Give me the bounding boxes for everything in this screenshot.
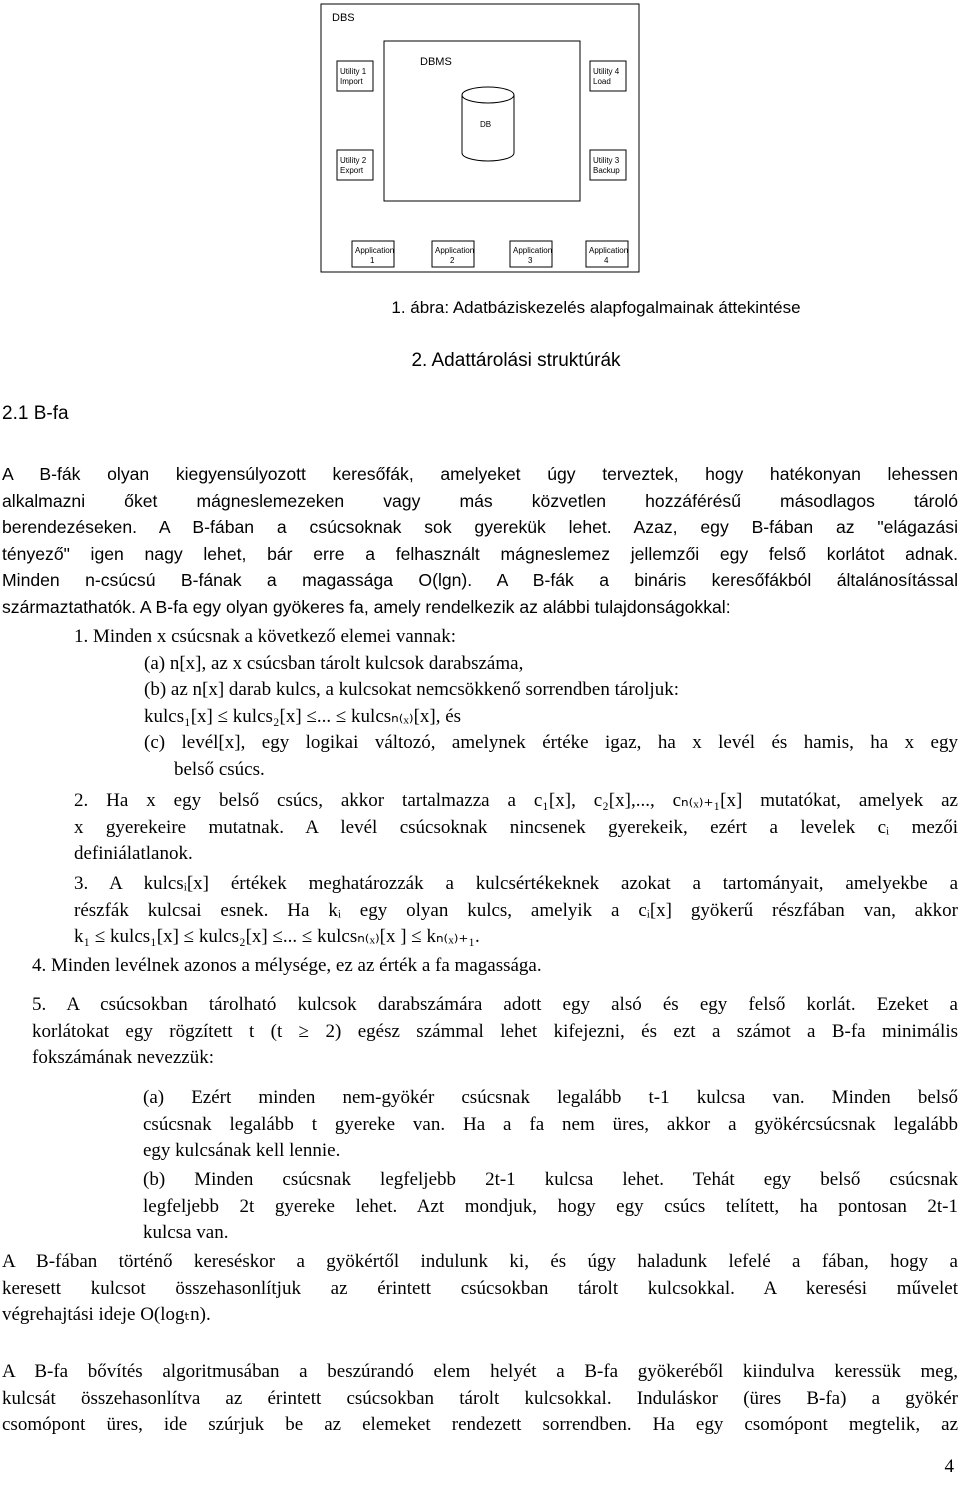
svg-text:Application: Application (355, 246, 395, 255)
application-3-box (510, 241, 552, 267)
text-line: A B-fa bővítés algoritmusában a beszúrandó elem helyét a B-fa gyökeréből kiindulva keressük meg, (2, 1361, 958, 1382)
text-line: egy kulcsának kell lennie. (143, 1140, 341, 1162)
search-paragraph (2, 1249, 958, 1329)
text-line: (a) n[x], az x csúcsban tárolt kulcsok darabszáma, (144, 652, 524, 674)
section-title: 2.1 B-fa (2, 403, 69, 424)
property-4 (32, 953, 958, 980)
text-line: tényező" igen nagy lehet, bár erre a felhasznált mágneslemez jellemzői egy felső korlátot adnak. (2, 543, 958, 564)
db-label: DB (480, 120, 492, 129)
dbms-label: DBMS (420, 56, 452, 68)
insert-paragraph (2, 1359, 958, 1439)
text-line: k₁ ≤ kulcs₁[x] ≤ kulcs₂[x] ≤... ≤ kulcsₙ₍ₓ₎[x ] ≤ kₙ₍ₓ₎₊₁. (74, 926, 480, 948)
text-line: A B-fában történő kereséskor a gyökértől indulunk ki, és úgy haladunk lefelé a fában, hogy a (2, 1251, 958, 1272)
text-line: csúcsnak legalább t gyereke van. Ha a fa nem üres, akkor a gyökércsúcsnak legalább (143, 1113, 958, 1135)
svg-text:3: 3 (528, 256, 533, 265)
intro-paragraph (2, 461, 958, 621)
text-line: Minden n-csúcsú B-fának a magassága O(lgn). A B-fák a bináris keresőfákból általánosítással (2, 570, 958, 591)
utility-1-box (337, 61, 373, 91)
text-line: (b) az n[x] darab kulcs, a kulcsokat nemcsökkenő sorrendben tároljuk: (144, 679, 679, 701)
text-line: kulcsa van. (143, 1222, 229, 1244)
text-line: részfák kulcsai esnek. Ha kᵢ egy olyan kulcs, amelyik a cᵢ[x] gyökerű részfában van, akkor (74, 899, 958, 921)
text-line: x gyerekeire mutatnak. A levél csúcsoknak nincsenek gyerekeik, ezért a levelek cᵢ mezői (74, 816, 958, 838)
property-5a (143, 1085, 958, 1165)
text-line: korlátokat egy rögzített t (t ≥ 2) egész számmal lehet kifejezni, és ezt a számot a B-fa minimális (32, 1020, 958, 1042)
text-line: kulcsát összehasonlítva az érintett csúcsokban tárolt kulcsokkal. Induláskor (üres B-fa) a gyökér (2, 1387, 958, 1409)
text-line: csomópont üres, ide szúrjuk be az elemeket rendezett sorrendben. Ha egy csomópont megtelik, az (2, 1414, 958, 1436)
text-line: definiálatlanok. (74, 843, 193, 865)
svg-text:Utility 4: Utility 4 (593, 67, 620, 76)
text-line: 3. A kulcsᵢ[x] értékek meghatározzák a kulcsértékeknek azokat a tartományait, amelyekbe a (74, 873, 958, 894)
svg-text:Backup: Backup (593, 166, 620, 175)
svg-text:Utility 2: Utility 2 (340, 156, 367, 165)
text-line: berendezéseken. A B-fában a csúcsoknak sok gyerekük lehet. Azaz, egy B-fában az "elágazási (2, 517, 958, 538)
text-line: alkalmazni őket mágneslemezeken vagy más közvetlen hozzáférésű másodlagos tároló (2, 490, 958, 511)
svg-text:Utility 1: Utility 1 (340, 67, 367, 76)
application-1-box (352, 241, 394, 267)
property-3 (74, 871, 958, 951)
property-5b (143, 1167, 958, 1247)
text-line: A B-fák olyan kiegyensúlyozott keresőfák, amelyeket úgy terveztek, hogy hatékonyan lehessen (2, 464, 958, 484)
property-1 (74, 624, 958, 784)
text-line: keresett kulcsot összehasonlítjuk az érintett csúcsokban tárolt kulcsokkal. A keresési művelet (2, 1277, 958, 1299)
application-2-box (432, 241, 474, 267)
property-2 (74, 788, 958, 868)
utility-3-box (590, 150, 626, 180)
figure-caption: 1. ábra: Adatbáziskezelés alapfogalmainak áttekintése (391, 298, 801, 317)
dbs-label: DBS (332, 12, 355, 24)
svg-text:Utility 3: Utility 3 (593, 156, 620, 165)
chapter-title: 2. Adattárolási struktúrák (411, 350, 621, 371)
text-line: legfeljebb 2t gyereke lehet. Azt mondjuk, hogy egy csúcs telített, ha pontosan 2t-1 (143, 1195, 958, 1217)
text-line: végrehajtási ideje O(logₜn). (2, 1304, 211, 1326)
svg-text:Load: Load (593, 77, 611, 86)
svg-text:Application: Application (435, 246, 475, 255)
svg-text:Application: Application (589, 246, 629, 255)
svg-text:4: 4 (604, 256, 609, 265)
text-line: belső csúcs. (174, 758, 265, 780)
svg-text:Application: Application (513, 246, 553, 255)
text-line: (a) Ezért minden nem-gyökér csúcsnak legalább t-1 kulcsa van. Minden belső (143, 1087, 958, 1108)
text-line: fokszámának nevezzük: (32, 1047, 214, 1069)
text-line: (b) Minden csúcsnak legfeljebb 2t-1 kulcsa lehet. Tehát egy belső csúcsnak (143, 1169, 958, 1190)
text-line: 2. Ha x egy belső csúcs, akkor tartalmazza a c₁[x], c₂[x],..., cₙ₍ₓ₎₊₁[x] mutatókat, amelyek az (74, 790, 958, 811)
text-line: származtathatók. A B-fa egy olyan gyökeres fa, amely rendelkezik az alábbi tulajdonságokkal: (2, 596, 731, 617)
page-number: 4 (944, 1456, 954, 1477)
svg-text:1: 1 (370, 256, 375, 265)
text-line: 1. Minden x csúcsnak a következő elemei vannak: (74, 626, 456, 647)
application-4-box (586, 241, 628, 267)
property-5 (32, 992, 958, 1072)
text-line: 5. A csúcsokban tárolható kulcsok darabszámára adott egy alsó és egy felső korlát. Ezeket a (32, 994, 958, 1015)
utility-2-box (337, 150, 373, 180)
text-line: 4. Minden levélnek azonos a mélysége, ez az érték a fa magassága. (32, 955, 542, 976)
text-line: kulcs₁[x] ≤ kulcs₂[x] ≤... ≤ kulcsₙ₍ₓ₎[x], és (144, 705, 462, 727)
dbs-overview-figure (320, 3, 640, 275)
text-line: (c) levél[x], egy logikai változó, amelynek értéke igaz, ha x levél és hamis, ha x egy (144, 732, 958, 754)
svg-text:Export: Export (340, 166, 364, 175)
svg-text:Import: Import (340, 77, 363, 86)
svg-text:2: 2 (450, 256, 455, 265)
utility-4-box (590, 61, 626, 91)
